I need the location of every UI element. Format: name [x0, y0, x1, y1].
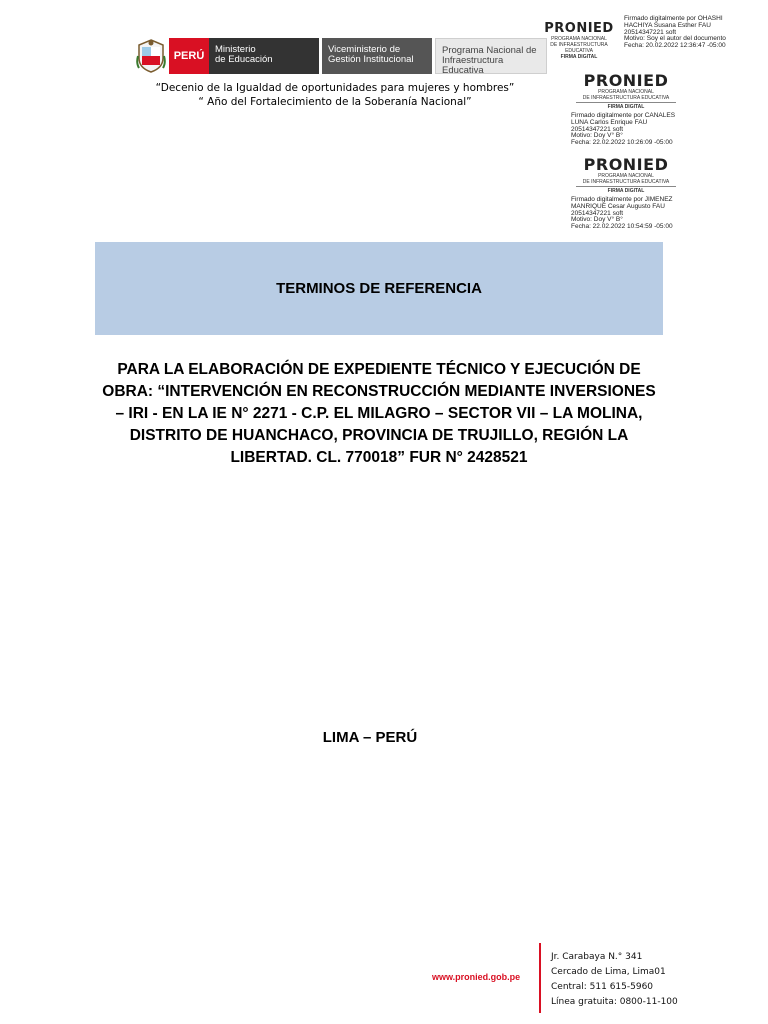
digital-signature: Firmado digitalmente por CANALES LUNA Carlos Enrique FAU 20514347221 soft Motivo: Doy V° B° Fecha: 22.02.2022 10:26:09 -05:00: [571, 112, 676, 147]
digital-signature: Firmado digitalmente por JIMENEZ MANRIQUE Cesar Augusto FAU 20514347221 soft Motivo: Doy V° B° Fecha: 22.02.2022 10:54:59 -05:00: [571, 196, 673, 231]
document-title: TERMINOS DE REFERENCIA: [276, 280, 482, 297]
peru-logo: PERÚ: [169, 38, 209, 74]
national-shield-icon: [136, 38, 166, 74]
title-banner: [95, 242, 663, 335]
ministry-logo: Ministerio de Educación: [209, 38, 319, 74]
program-logo: Programa Nacional de Infraestructura Educativa: [435, 38, 547, 74]
pronied-stamp-logo: PRONIED PROGRAMA NACIONAL DE INFRAESTRUCTURA EDUCATIVA FIRMA DIGITAL: [576, 72, 676, 110]
digital-signature: Firmado digitalmente por OHASHI HACHIYA Susana Esther FAU 20514347221 soft Motivo: Soy el autor del documento Fecha: 20.02.2022 12:36:47 -05:00: [624, 15, 726, 50]
pronied-stamp-logo: PRONIED PROGRAMA NACIONAL DE INFRAESTRUCTURA EDUCATIVA FIRMA DIGITAL: [576, 156, 676, 194]
decenio-text: “Decenio de la Igualdad de oportunidades para mujeres y hombres” “ Año del Fortalecimiento de la Soberanía Nacional”: [155, 82, 515, 108]
document-subject: PARA LA ELABORACIÓN DE EXPEDIENTE TÉCNICO Y EJECUCIÓN DE OBRA: “INTERVENCIÓN EN RECONSTRUCCIÓN MEDIANTE INVERSIONES – IRI - EN LA IE N° 2271 - C.P. EL MILAGRO – SECTOR VII – LA MOLINA, DISTRITO DE HUANCHACO, PROVINCIA DE TRUJILLO, REGIÓN LA LIBERTAD. CL. 770018” FUR N° 2428521: [102, 361, 656, 466]
footer-divider: [539, 943, 541, 1013]
viceministry-logo: Viceministerio de Gestión Institucional: [322, 38, 432, 74]
place-text: LIMA – PERÚ: [322, 729, 418, 746]
footer-address: Jr. Carabaya N.° 341 Cercado de Lima, Lima01 Central: 511 615-5960 Línea gratuita: 0800-11-100: [551, 952, 678, 1007]
website-link[interactable]: www.pronied.gob.pe: [432, 972, 521, 982]
pronied-stamp-logo: PRONIED PROGRAMA NACIONAL DE INFRAESTRUCTURA EDUCATIVA FIRMA DIGITAL: [544, 21, 614, 60]
